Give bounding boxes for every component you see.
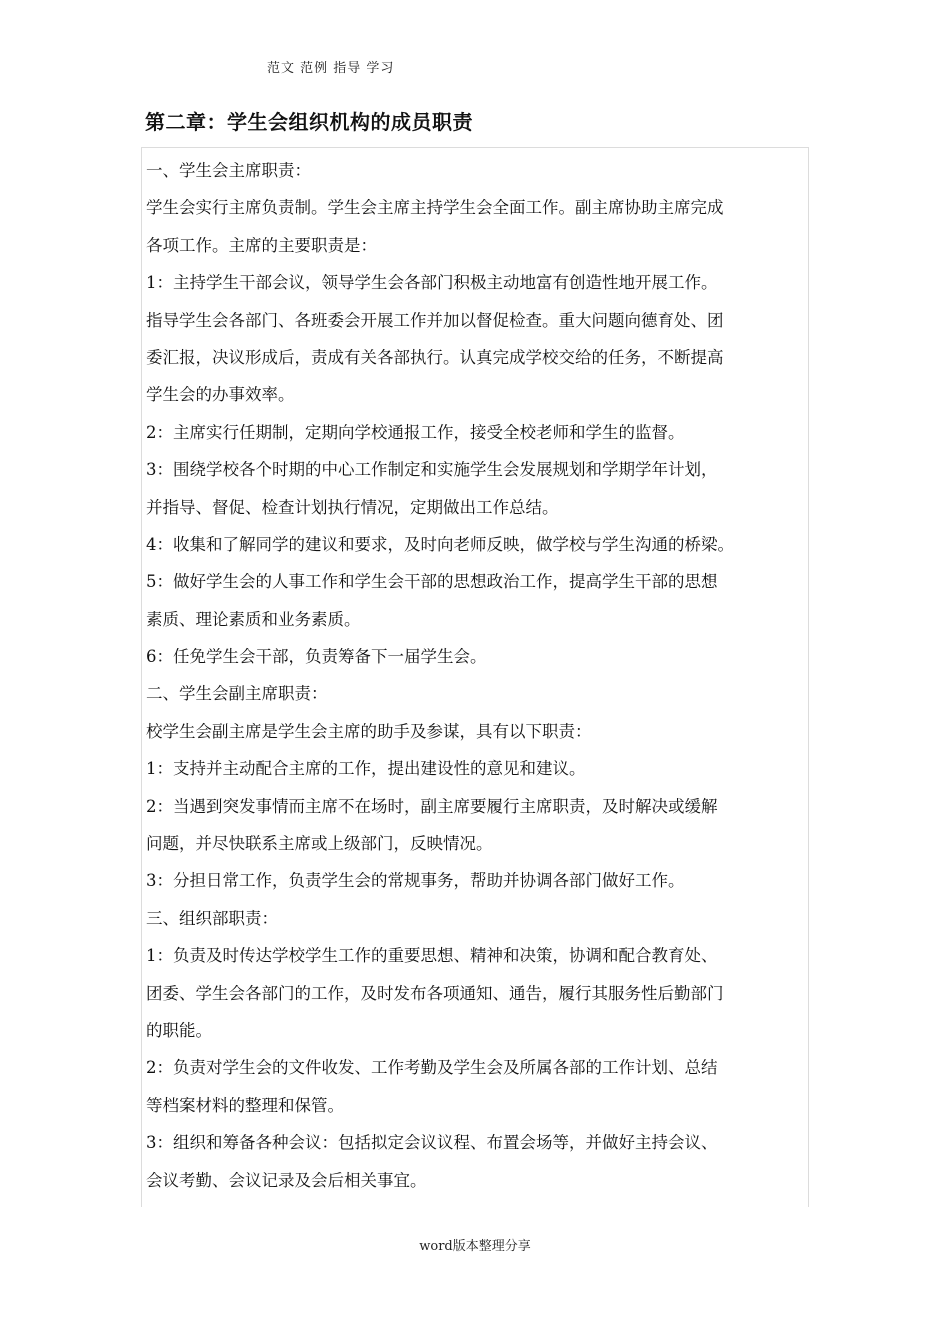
text-line: 3：组织和筹备各种会议：包括拟定会议议程、布置会场等，并做好主持会议、 [146,1133,718,1153]
text-line: 并指导、督促、检查计划执行情况，定期做出工作总结。 [146,497,559,517]
text-line: 2：负责对学生会的文件收发、工作考勤及学生会及所属各部的工作计划、总结 [146,1058,718,1078]
section-heading-organization-dept: 三、组织部职责： [146,908,278,928]
text-line: 5：做好学生会的人事工作和学生会干部的思想政治工作，提高学生干部的思想 [146,572,718,592]
text-line: 指导学生会各部门、各班委会开展工作并加以督促检查。重大问题向德育处、团 [146,310,724,330]
text-line: 学生会的办事效率。 [146,385,295,405]
text-line: 学生会实行主席负责制。学生会主席主持学生会全面工作。副主席协助主席完成 [146,198,724,218]
text-line: 委汇报，决议形成后，责成有关各部执行。认真完成学校交给的任务，不断提高 [146,347,724,367]
text-line: 问题，并尽快联系主席或上级部门，反映情况。 [146,834,493,854]
text-line: 各项工作。主席的主要职责是： [146,235,377,255]
text-line: 会议考勤、会议记录及会后相关事宜。 [146,1170,427,1190]
text-line: 4：收集和了解同学的建议和要求，及时向老师反映，做学校与学生沟通的桥梁。 [146,534,734,554]
text-line: 素质、理论素质和业务素质。 [146,609,361,629]
text-line: 2：主席实行任期制，定期向学校通报工作，接受全校老师和学生的监督。 [146,422,685,442]
text-line: 校学生会副主席是学生会主席的助手及参谋，具有以下职责： [146,721,592,741]
content-box [141,147,809,1207]
text-line: 的职能。 [146,1020,212,1040]
text-line: 1：主持学生干部会议，领导学生会各部门积极主动地富有创造性地开展工作。 [146,273,718,293]
section-heading-chairman: 一、学生会主席职责： [146,161,311,180]
text-line: 团委、学生会各部门的工作，及时发布各项通知、通告，履行其服务性后勤部门 [146,983,724,1003]
content-lines [146,152,809,1199]
text-line: 等档案材料的整理和保管。 [146,1095,344,1115]
text-line: 6：任免学生会干部，负责筹备下一届学生会。 [146,647,487,667]
text-line: 1：负责及时传达学校学生工作的重要思想、精神和决策，协调和配合教育处、 [146,946,718,966]
text-line: 1：支持并主动配合主席的工作，提出建设性的意见和建议。 [146,759,586,779]
page-header: 范文 范例 指导 学习 [267,61,395,76]
section-heading-vice-chairman: 二、学生会副主席职责： [146,684,328,704]
text-line: 3：分担日常工作，负责学生会的常规事务，帮助并协调各部门做好工作。 [146,871,685,891]
chapter-title: 第二章：学生会组织机构的成员职责 [145,110,473,134]
text-line: 2：当遇到突发事情而主席不在场时，副主席要履行主席职责，及时解决或缓解 [146,796,718,816]
text-line: 3：围绕学校各个时期的中心工作制定和实施学生会发展规划和学期学年计划， [146,460,718,480]
page-footer: word版本整理分享 [419,1239,531,1254]
